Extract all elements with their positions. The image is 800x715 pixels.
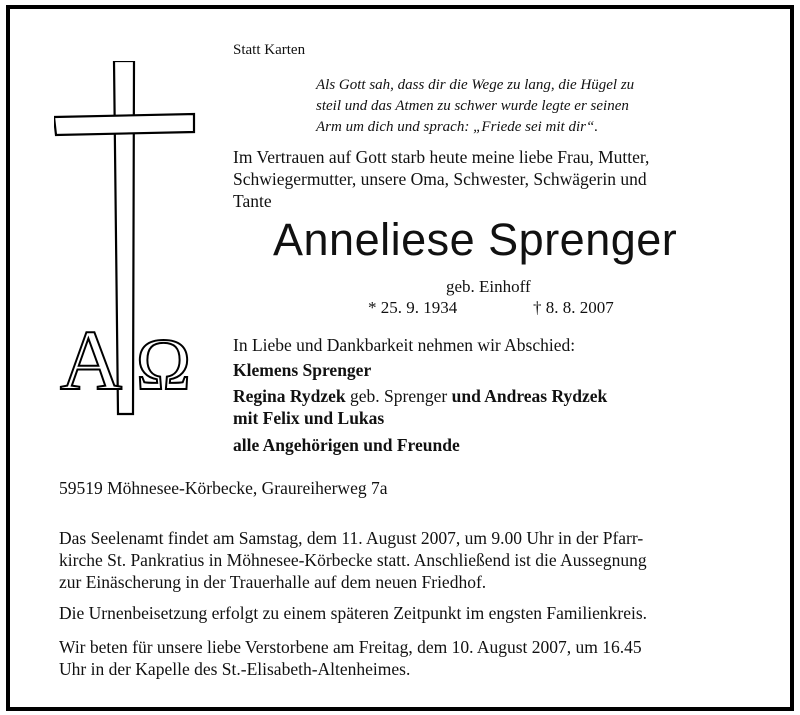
cross-alpha-omega-icon [54, 61, 204, 421]
mourner-name: alle Angehörigen und Freunde [233, 435, 460, 455]
intro-line: Im Vertrauen auf Gott starb heute meine liebe Frau, Mutter, [233, 147, 650, 167]
quote-line: steil und das Atmen zu schwer wurde legte er seinen [316, 98, 629, 114]
quote-line: Als Gott sah, dass dir die Wege zu lang, die Hügel zu [316, 77, 635, 93]
urn-burial-paragraph [59, 602, 647, 624]
paragraph-line: Die Urnenbeisetzung erfolgt zu einem späteren Zeitpunkt im engsten Familienkreis. [59, 603, 648, 623]
paragraph-line: zur Einäscherung in der Trauerhalle auf dem neuen Friedhof. [59, 572, 487, 592]
birth-date: * 25. 9. 1934 [368, 298, 458, 317]
mourner-name: Klemens Sprenger [233, 360, 372, 380]
omega-glyph: Ω [136, 324, 191, 406]
quote-line: Arm um dich und sprach: „Friede sei mit dir“. [316, 119, 599, 135]
intro-line: Schwiegermutter, unsere Oma, Schwester, Schwägerin und [233, 169, 647, 189]
mourner-name: und Andreas Rydzek [451, 386, 608, 406]
farewell-line: In Liebe und Dankbarkeit nehmen wir Abschied: [233, 335, 576, 355]
mourner-maiden: geb. Sprenger [345, 386, 452, 406]
alpha-glyph: A [60, 312, 123, 408]
death-announcement [233, 146, 649, 212]
obituary-notice [6, 5, 794, 711]
requiem-paragraph [59, 527, 647, 593]
mourner-name: Regina Rydzek [233, 386, 346, 406]
intro-line: Tante [233, 191, 272, 211]
paragraph-line: Das Seelenamt findet am Samstag, dem 11. August 2007, um 9.00 Uhr in der Pfarr- [59, 528, 644, 548]
paragraph-line: Wir beten für unsere liebe Verstorbene am Freitag, dem 10. August 2007, um 16.45 [59, 637, 642, 657]
memorial-quote [316, 75, 634, 138]
death-date: † 8. 8. 2007 [533, 298, 614, 317]
cross-svg [54, 61, 204, 421]
family-address: 59519 Möhnesee-Körbecke, Graureiherweg 7a [59, 478, 388, 498]
mourner-line [233, 434, 460, 456]
mourner-name: mit Felix und Lukas [233, 408, 385, 428]
deceased-name: Anneliese Sprenger [273, 214, 678, 265]
paragraph-line: kirche St. Pankratius in Möhnesee-Körbecke statt. Anschließend ist die Aussegnung [59, 550, 647, 570]
mourner-line [233, 359, 371, 381]
paragraph-line: Uhr in der Kapelle des St.-Elisabeth-Altenheimes. [59, 659, 411, 679]
maiden-name: geb. Einhoff [446, 277, 531, 296]
prayer-paragraph [59, 636, 642, 680]
statt-karten-label: Statt Karten [233, 42, 306, 58]
mourner-line [233, 385, 607, 429]
